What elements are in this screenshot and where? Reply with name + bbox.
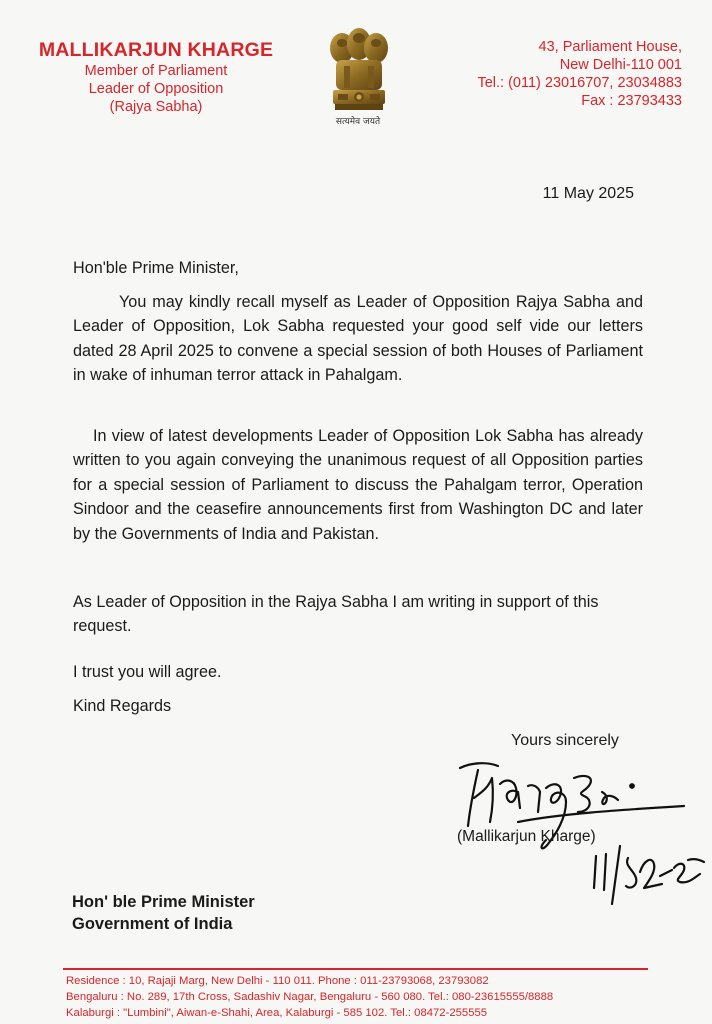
sender-role-mp: Member of Parliament xyxy=(84,63,228,79)
letter-date: 11 May 2025 xyxy=(542,185,634,202)
footer-bengaluru: Bengaluru : No. 289, 17th Cross, Sadashiv Nagar, Bengaluru - 560 080. Tel.: 080-23615555/8888 xyxy=(66,991,554,1003)
footer-kalaburgi: Kalaburgi : "Lumbini", Aiwan-e-Shahi, Area, Kalaburgi - 585 102. Tel.: 08472-255555 xyxy=(66,1007,488,1019)
regards-line: Kind Regards xyxy=(73,697,172,715)
letterhead-right xyxy=(422,38,682,110)
footer-addresses xyxy=(66,973,666,1021)
office-address-line1: 43, Parliament House, xyxy=(538,39,682,55)
footer-residence: Residence : 10, Rajaji Marg, New Delhi - 110 011. Phone : 011-23793068, 23793082 xyxy=(66,975,489,987)
office-address-line2: New Delhi-110 001 xyxy=(559,57,682,73)
yours-sincerely: Yours sincerely xyxy=(511,732,619,749)
addressee-block xyxy=(72,891,255,935)
addressee-government: Government of India xyxy=(72,915,233,933)
office-phone: Tel.: (011) 23016707, 23034883 xyxy=(477,75,682,91)
office-fax: Fax : 23793433 xyxy=(581,93,682,109)
sender-name: MALLIKARJUN KHARGE xyxy=(38,39,274,61)
salutation: Hon'ble Prime Minister, xyxy=(73,259,239,277)
sender-role-lop: Leader of Opposition xyxy=(88,81,224,97)
signatory-name: (Mallikarjun Kharge) xyxy=(457,828,596,845)
letterhead-left xyxy=(26,38,286,116)
footer-divider xyxy=(63,968,648,970)
body-paragraph-2: In view of latest developments Leader of Opposition Lok Sabha has already written to you again conveying the unanimous request of all Opposition parties for a special session of Parliament to discuss the Pahalgam terror, Operation Sindoor and the ceasefire announcements first from Washington DC and later by the Governments of India and Pakistan. xyxy=(73,427,643,543)
body-paragraph-1: You may kindly recall myself as Leader of Opposition Rajya Sabha and Leader of Opposition, Lok Sabha requested your good self vide our letters dated 28 April 2025 to convene a special session of both Houses of Parliament in wake of inhuman terror attack in Pahalgam. xyxy=(73,293,643,385)
closing-line: I trust you will agree. xyxy=(73,663,222,681)
body-paragraph-3: As Leader of Opposition in the Rajya Sabha I am writing in support of this request. xyxy=(73,593,599,636)
emblem-motto: सत्यमेव जयते xyxy=(335,117,381,127)
addressee-title: Hon' ble Prime Minister xyxy=(72,893,255,911)
sender-role-house: (Rajya Sabha) xyxy=(109,99,203,115)
